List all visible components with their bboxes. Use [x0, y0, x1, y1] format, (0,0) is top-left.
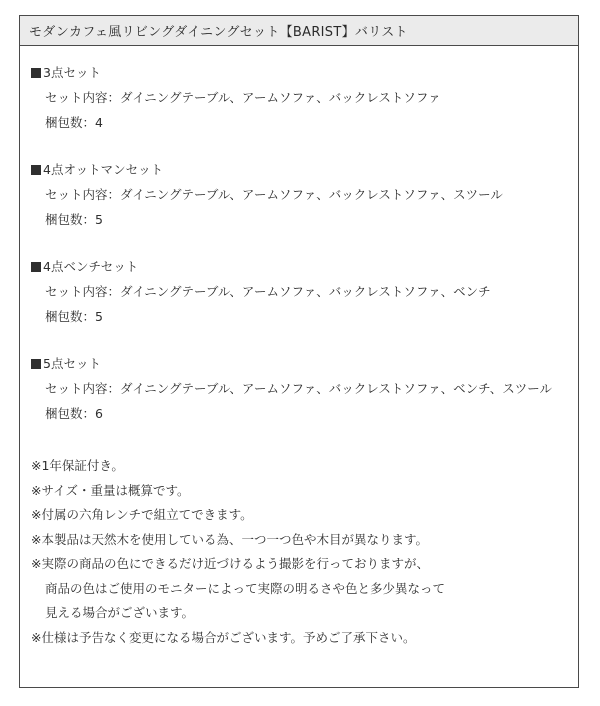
set-title-text: 5点セット [43, 356, 101, 371]
set-contents: セット内容：ダイニングテーブル、アームソファ、バックレストソファ、ベンチ [45, 284, 491, 299]
set-title-text: 4点ベンチセット [43, 259, 139, 274]
note-color-continued: 商品の色はご使用のモニターによって実際の明るさや色と多少異なって [45, 580, 446, 596]
note-color-continued: 見える場合がございます。 [45, 605, 195, 620]
set-title [31, 351, 578, 376]
product-title: モダンカフェ風リビングダイニングセット【BARIST】バリスト [29, 25, 408, 40]
set-contents: セット内容：ダイニングテーブル、アームソファ、バックレストソファ、ベンチ、スツール [45, 381, 553, 396]
notes-section [31, 454, 578, 650]
note-color: ※実際の商品の色にできるだけ近づけるよう撮影を行っておりますが、 [31, 556, 429, 571]
set-contents: セット内容：ダイニングテーブル、アームソファ、バックレストソファ [45, 90, 441, 105]
set-package-count: 梱包数：4 [45, 115, 103, 130]
panel-body [20, 46, 578, 650]
black-square-icon [31, 68, 41, 78]
set-title [31, 254, 578, 279]
black-square-icon [31, 262, 41, 272]
set-block-3 [31, 60, 578, 135]
set-package-count: 梱包数：6 [45, 406, 103, 421]
black-square-icon [31, 165, 41, 175]
set-title-text: 4点オットマンセット [43, 162, 164, 177]
panel-header [20, 16, 578, 46]
note-spec-change: ※仕様は予告なく変更になる場合がございます。予めご了承下さい。 [31, 629, 416, 645]
set-contents: セット内容：ダイニングテーブル、アームソファ、バックレストソファ、スツール [45, 187, 503, 202]
set-title [31, 157, 578, 182]
note-size-weight: ※サイズ・重量は概算です。 [31, 482, 190, 498]
set-title-text: 3点セット [43, 65, 101, 80]
black-square-icon [31, 359, 41, 369]
note-warranty: ※1年保証付き。 [31, 458, 124, 473]
note-natural-wood: ※本製品は天然木を使用している為、一つ一つ色や木目が異なります。 [31, 531, 428, 547]
set-package-count: 梱包数：5 [45, 212, 103, 227]
set-block-4-ottoman [31, 157, 578, 232]
note-assembly: ※付属の六角レンチで組立てできます。 [31, 507, 253, 522]
product-spec-panel [19, 15, 579, 688]
set-block-4-bench [31, 254, 578, 329]
set-package-count: 梱包数：5 [45, 309, 103, 324]
set-block-5 [31, 351, 578, 426]
set-title [31, 60, 578, 85]
